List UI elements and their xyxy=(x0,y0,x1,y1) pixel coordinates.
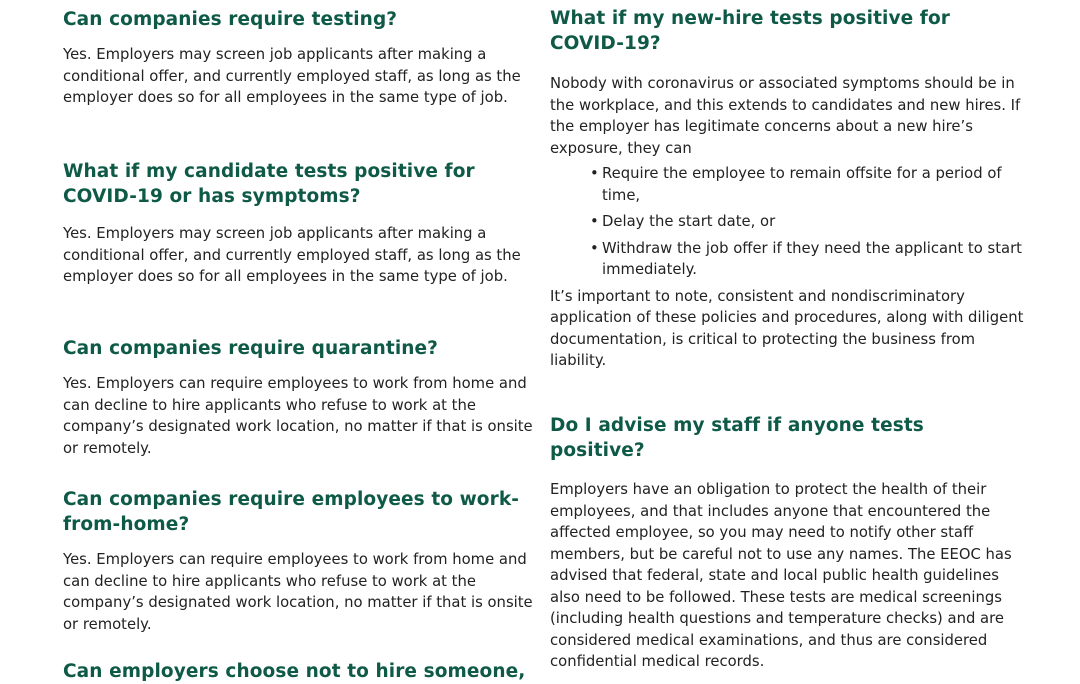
section-body: Yes. Employers can require employees to work from home and can decline to hire applicants who refuse to work at the company’s designated work location, no matter if that is onsite or remotely. xyxy=(63,551,533,633)
section-body: Employers have an obligation to protect the health of their employees, and that includes anyone that encountered the affected employee, so you may need to notify other staff members, but be careful not to use any names. The EEOC has advised that federal, state and local public health guidelines also need to be followed. These tests are medical screenings (including health questions and temperature checks) and are considered medical examinations, and thus are considered confidential medical records. xyxy=(550,481,1012,670)
list-item: • Withdraw the job offer if they need the applicant to start immediately. xyxy=(590,239,1022,278)
bullet-icon: • xyxy=(590,165,599,182)
list-item: • Delay the start date, or xyxy=(590,211,1025,233)
section-body: Yes. Employers may screen job applicants after making a conditional offer, and currently employed staff, as long as the employer does so for all employees in the same type of job. xyxy=(63,225,521,285)
section-heading: Can employers choose not to hire someone, xyxy=(63,661,526,682)
section-testing xyxy=(63,7,533,109)
section-heading: Can companies require testing? xyxy=(63,9,398,30)
options-list xyxy=(550,163,1025,281)
bullet-icon: • xyxy=(590,239,599,257)
section-quarantine xyxy=(63,336,533,459)
section-heading: What if my candidate tests positive for COVID-19 or has symptoms? xyxy=(63,161,475,207)
section-body: Yes. Employers may screen job applicants after making a conditional offer, and currently employed staff, as long as the employer does so for all employees in the same type of job. xyxy=(63,46,521,106)
section-closing: It’s important to note, consistent and nondiscriminatory application of these policies and procedures, along with diligent documentation, is critical to protecting the business from liability. xyxy=(550,287,1024,369)
section-heading: Do I advise my staff if anyone tests positive? xyxy=(550,415,924,461)
section-candidate-positive xyxy=(63,159,533,288)
section-advise-staff xyxy=(550,413,1025,673)
section-heading: Can companies require employees to work-from-home? xyxy=(63,489,520,535)
list-item: • Require the employee to remain offsite for a period of time, xyxy=(590,165,1002,204)
section-work-from-home xyxy=(63,487,533,635)
section-newhire-positive xyxy=(550,6,1025,372)
section-heading: What if my new-hire tests positive for COVID-19? xyxy=(550,8,950,54)
bullet-icon: • xyxy=(590,213,599,230)
section-heading: Can companies require quarantine? xyxy=(63,338,439,359)
section-intro: Nobody with coronavirus or associated symptoms should be in the workplace, and this extends to candidates and new hires. If the employer has legitimate concerns about a new hire’s exposure, they can xyxy=(550,75,1021,157)
section-choose-not-to-hire xyxy=(63,659,533,684)
section-body: Yes. Employers can require employees to work from home and can decline to hire applicants who refuse to work at the company’s designated work location, no matter if that is onsite or remotely. xyxy=(63,375,533,457)
